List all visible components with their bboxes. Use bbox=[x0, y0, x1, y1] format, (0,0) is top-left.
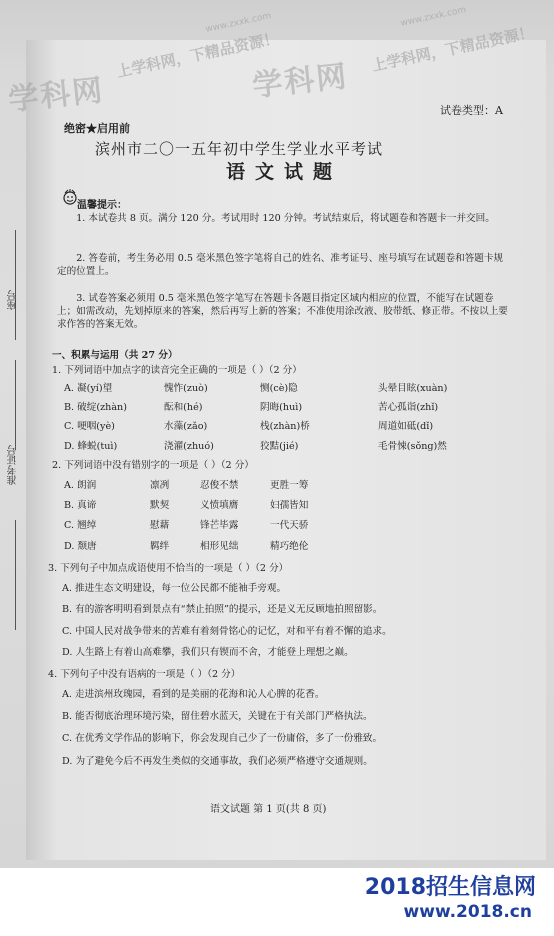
option-cell: 阴晦(huì) bbox=[260, 402, 303, 413]
option-cell: 相形见绌 bbox=[200, 541, 239, 552]
question-stem: 4. 下列句子中没有语病的一项是（ ）（2 分） bbox=[48, 669, 241, 680]
option-cell: 妇孺皆知 bbox=[270, 500, 309, 511]
option-line: C. 在优秀文学作品的影响下，你会发现自己少了一份庸俗，多了一份雅致。 bbox=[62, 733, 383, 744]
option-cell: 浇濯(zhuó) bbox=[164, 441, 214, 452]
watermark-url-left: www.zxxk.com bbox=[204, 11, 273, 35]
option-cell: D. 蜂蜕(tuì) bbox=[64, 441, 118, 452]
option-cell: C. 翘绰 bbox=[64, 520, 97, 531]
option-line: C. 中国人民对战争带来的苦难有着刻骨铭心的记忆，对和平有着不懈的追求。 bbox=[62, 626, 392, 637]
option-cell: D. 颓唐 bbox=[64, 541, 97, 552]
divider bbox=[15, 230, 16, 340]
option-cell: 精巧绝伦 bbox=[270, 541, 309, 552]
option-cell: 头晕目眩(xuàn) bbox=[378, 383, 448, 394]
question-stem: 3. 下列句子中加点成语使用不恰当的一项是（ ）（2 分） bbox=[48, 563, 289, 574]
option-cell: 默契 bbox=[150, 500, 170, 511]
binding-margin bbox=[4, 230, 26, 630]
option-cell: 周道如砥(dǐ) bbox=[378, 421, 434, 432]
watermark-brand-right: 学科网 bbox=[250, 59, 350, 104]
exam-main-title: 滨州市二〇一五年初中学生学业水平考试 bbox=[95, 140, 384, 158]
option-cell: 毛骨悚(sǒng)然 bbox=[378, 441, 447, 452]
ticket-number-label: 准考证号 bbox=[8, 445, 19, 485]
confidential-label: 绝密★启用前 bbox=[64, 122, 130, 135]
watermark-slogan-right: 上学科网，下精品资源！ bbox=[370, 23, 536, 75]
option-cell: A. 凝(yí)望 bbox=[64, 383, 113, 394]
option-cell: C. 哽咽(yè) bbox=[64, 421, 115, 432]
smiley-icon bbox=[62, 189, 78, 205]
option-line: B. 能否彻底治理环境污染，留住碧水蓝天，关键在于有关部门严格执法。 bbox=[62, 711, 373, 722]
divider bbox=[15, 520, 16, 630]
section-title: 一、积累与运用（共 27 分） bbox=[52, 350, 178, 361]
brand-url: www.2018.cn bbox=[403, 902, 532, 922]
option-cell: B. 破绽(zhàn) bbox=[64, 402, 127, 413]
option-cell: 狡黠(jié) bbox=[260, 441, 299, 452]
option-cell: 忍俊不禁 bbox=[200, 480, 239, 491]
divider bbox=[15, 360, 16, 450]
option-cell: 锋芒毕露 bbox=[200, 520, 239, 531]
option-cell: 羁绊 bbox=[150, 541, 170, 552]
option-line: A. 推进生态文明建设，每一位公民都不能袖手旁观。 bbox=[62, 583, 287, 594]
watermark-brand-left: 学科网 bbox=[6, 73, 106, 118]
option-cell: 凛冽 bbox=[150, 480, 170, 491]
question-stem: 2. 下列词语中没有错别字的一项是（ ）（2 分） bbox=[52, 460, 254, 471]
option-line: D. 为了避免今后不再发生类似的交通事故，我们必须严格遵守交通规则。 bbox=[62, 756, 373, 767]
option-cell: 慰藉 bbox=[150, 520, 170, 531]
watermark-slogan-left: 上学科网，下精品资源！ bbox=[115, 29, 281, 81]
question-stem: 1. 下列词语中加点字的读音完全正确的一项是（ ）（2 分） bbox=[52, 365, 302, 376]
tips-label: 温馨提示： bbox=[77, 200, 127, 211]
tip-item: 3. 试卷答案必须用 0.5 毫米黑色签字笔写在答题卡各题目指定区域内相应的位置，不能写在试题卷上；如需改动，先划掉原来的答案，然后再写上新的答案；不准使用涂改液、胶带纸、修正带。不按以上要求作答的答案无效。 bbox=[57, 293, 508, 330]
brand-name: 2018招生信息网 bbox=[364, 875, 536, 900]
option-cell: B. 真谛 bbox=[64, 500, 97, 511]
watermark-url-right: www.zxxk.com bbox=[399, 5, 468, 29]
option-cell: 栈(zhàn)桥 bbox=[260, 421, 310, 432]
option-cell: 更胜一筹 bbox=[270, 480, 309, 491]
option-cell: A. 朗润 bbox=[64, 480, 97, 491]
option-line: D. 人生路上有着山高难攀，我们只有锲而不舍，才能登上理想之巅。 bbox=[62, 647, 354, 658]
subject-title: 语文试题 bbox=[226, 161, 343, 183]
seat-label: 座号 bbox=[8, 290, 19, 310]
option-line: A. 走进滨州玫瑰园，看到的是美丽的花海和沁人心脾的花香。 bbox=[62, 689, 325, 700]
tip-item: 2. 答卷前，考生务必用 0.5 毫米黑色签字笔将自己的姓名、准考证号、座号填写在试题卷和答题卡规定的位置上。 bbox=[57, 253, 504, 277]
exam-type-label: 试卷类型：A bbox=[440, 104, 503, 117]
tip-item: 1. 本试卷共 8 页。满分 120 分。考试用时 120 分钟。考试结束后，将试题卷和答题卡一并交回。 bbox=[76, 213, 495, 224]
option-cell: 苦心孤诣(zhǐ) bbox=[378, 402, 439, 413]
page-footer: 语文试题 第 1 页(共 8 页) bbox=[210, 804, 327, 815]
option-cell: 愧怍(zuò) bbox=[164, 383, 208, 394]
option-cell: 恻(cè)隐 bbox=[260, 383, 298, 394]
option-cell: 酝和(hé) bbox=[164, 402, 203, 413]
option-cell: 一代天骄 bbox=[270, 520, 309, 531]
option-line: B. 有的游客明明看到景点有“禁止拍照”的提示，还是义无反顾地拍照留影。 bbox=[62, 604, 383, 615]
option-cell: 水藻(zǎo) bbox=[164, 421, 208, 432]
option-cell: 义愤填膺 bbox=[200, 500, 239, 511]
